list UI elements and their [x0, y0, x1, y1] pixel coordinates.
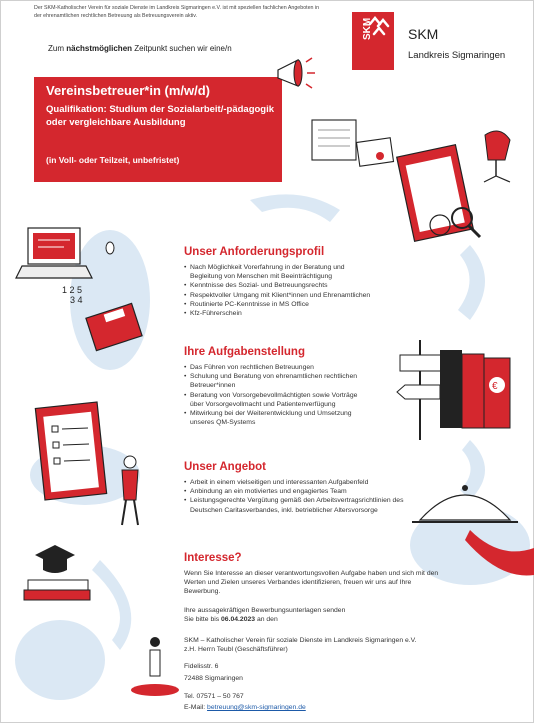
checklist-icon: [35, 402, 106, 500]
tasks-list: [184, 363, 364, 427]
megaphone-icon: [278, 58, 315, 88]
offer-list: [184, 478, 406, 515]
interest-paragraph: Wenn Sie Interesse an dieser verantwortungsvollen Aufgabe haben und sich mit den Werten und Zielen unseres Verbandes identifizieren, freuen wir uns auf Ihre Bewerbung.: [184, 570, 439, 596]
contact-org: SKM – Katholischer Verein für soziale Dienste im Landkreis Sigmaringen e.V.: [184, 637, 417, 644]
list-item: • Respektvoller Umgang mit Klient*innen und Ehrenamtlichen: [184, 291, 424, 300]
deadline-line: [184, 615, 474, 624]
list-item: • Arbeit in einem vielseitigen und interessanten Aufgabenfeld: [184, 478, 406, 487]
office-chair-icon: [484, 131, 510, 182]
contact-email-line: [184, 703, 474, 712]
graduation-cap-icon: [24, 545, 90, 600]
job-title: Vereinsbetreuer*in (m/w/d): [46, 83, 210, 98]
list-item: • Beratung von Vorsorgebevollmächtigten sowie Vorträge über Vorsorgevollmacht und Patientenverfügung: [184, 391, 364, 409]
send-line: Ihre aussagekräftigen Bewerbungsunterlagen senden: [184, 607, 346, 614]
deadline-date: 06.04.2023: [221, 616, 256, 623]
tasks-heading: Ihre Aufgabenstellung: [184, 346, 305, 358]
svg-text:1 2 5: 1 2 5: [62, 285, 83, 295]
deadline-prefix: Sie bitte bis: [184, 616, 222, 623]
clipboard-icon: [397, 145, 480, 242]
info-icon: [131, 637, 179, 696]
qualification: Qualifikation: Studium der Sozialarbeit/-pädagogik oder vergleichbare Ausbildung: [46, 104, 275, 128]
list-item: • Kenntnisse des Sozial- und Betreuungsrechts: [184, 281, 424, 290]
documents-icon: [312, 120, 394, 166]
contact-street: Fidelisstr. 6: [184, 663, 219, 670]
org-name: Landkreis Sigmaringen: [408, 50, 506, 61]
svg-text:€: €: [492, 381, 498, 392]
list-item: • Kfz-Führerschein: [184, 309, 424, 318]
logo-letters: SKM: [362, 17, 373, 40]
seeking-suffix: Zeitpunkt suchen wir eine/n: [132, 44, 232, 53]
list-item: • Leistungsgerechte Vergütung gemäß den Arbeitsvertragsrichtlinien des Deutschen Caritasverbandes, inkl. betrieblicher Altersvorsorge: [184, 496, 406, 514]
profile-list: [184, 263, 424, 318]
offer-heading: Unser Angebot: [184, 461, 266, 473]
list-item: • Schulung und Beratung von ehrenamtlichen rechtlichen Betreuer*innen: [184, 372, 364, 390]
list-item: • Anbindung an ein motiviertes und engagiertes Team: [184, 487, 406, 496]
contact-phone: Tel. 07571 – 50 767: [184, 693, 244, 700]
org-abbreviation: SKM: [408, 26, 439, 42]
seeking-prefix: Zum: [48, 44, 67, 53]
list-item: • Routinierte PC-Kenntnisse in MS Office: [184, 300, 424, 309]
interest-heading: Interesse?: [184, 552, 242, 564]
employment-terms: (in Voll- oder Teilzeit, unbefristet): [46, 155, 180, 165]
contact-city: 72488 Sigmaringen: [184, 675, 243, 682]
deadline-suffix: an den: [255, 616, 278, 623]
list-item: • Nach Möglichkeit Vorerfahrung in der Beratung und Begleitung von Menschen mit Beeinträchtigung: [184, 263, 375, 281]
list-item: • Mitwirkung bei der Weiterentwicklung und Umsetzung unseres QM-Systems: [184, 409, 364, 427]
list-item: • Das Führen von rechtlichen Betreuungen: [184, 363, 364, 372]
profile-heading: Unser Anforderungsprofil: [184, 246, 325, 258]
email-label: E-Mail:: [184, 704, 208, 711]
intro-text: Der SKM-Katholischer Verein für soziale Dienste im Landkreis Sigmaringen e.V. ist mit speziellen fachlichen Angeboten in der ehrenamtlichen rechtlichen Betreuung als Betreuungsverein aktiv.: [34, 5, 320, 19]
contact-attn: z.H. Herrn Teubl (Geschäftsführer): [184, 646, 288, 653]
email-link[interactable]: betreuung@skm-sigmaringen.de: [207, 704, 306, 711]
seeking-bold: nächstmöglichen: [66, 44, 133, 53]
binders-icon: [440, 350, 510, 428]
svg-text:3 4: 3 4: [70, 295, 83, 305]
